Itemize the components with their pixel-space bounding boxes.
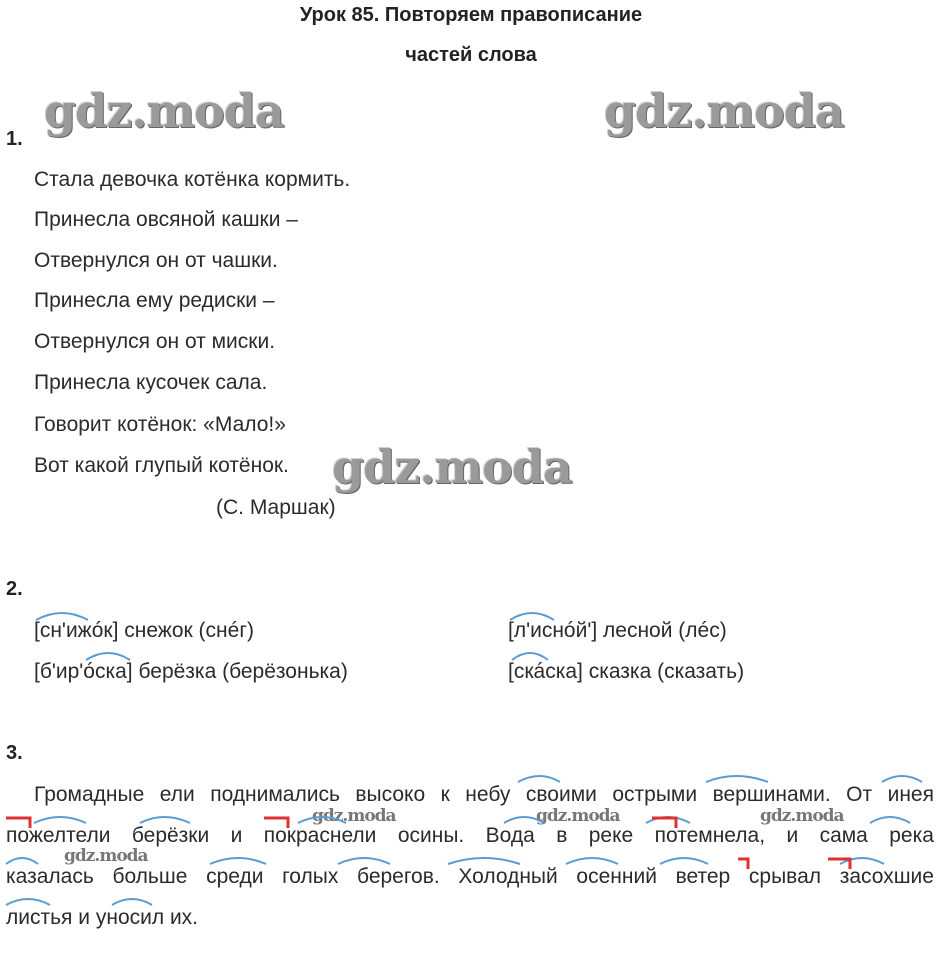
prefix-mark [738,859,748,869]
word: и [230,824,243,847]
word: и [786,824,799,847]
word: небу [465,783,511,806]
root-arc [510,613,554,620]
watermark-logo: gdz.moda [536,806,620,826]
root-arc [338,858,390,864]
prefix-mark [828,859,850,869]
word: сама [819,824,868,847]
word: уносил [95,906,165,929]
word: Громадные [34,783,145,806]
root-arc [6,899,50,905]
watermark-logo: gdz.moda [332,440,572,494]
root-arc [210,858,266,864]
word: к [440,783,450,806]
poem-line: Принесла кусочек сала. [34,371,268,394]
transcription-item: [сн'ижóк] снежок (снéг) [34,619,254,642]
root-arc [512,653,548,660]
lesson-subtitle: частей слова [405,44,537,66]
word: осенний [576,865,657,888]
transcription-item: [скáска] сказка (сказать) [508,660,745,683]
task-number-1: 1. [6,128,23,150]
root-arc [870,817,910,823]
word: голых [282,865,339,888]
word: вершинами. [712,783,831,806]
word: Холодный [458,865,558,888]
word: пожелтели [6,824,111,847]
word: высоко [355,783,426,806]
word: потемнела, [654,824,766,847]
root-arc [86,653,130,660]
prefix-mark [6,818,30,828]
word: листья [6,906,73,929]
watermark-logo: gdz.moda [64,846,148,866]
word: реке [588,824,634,847]
word: среди [206,865,264,888]
word: в [556,824,568,847]
word: больше [112,865,188,888]
word: река [889,824,934,847]
word: ели [159,783,195,806]
word: ветер [675,865,731,888]
poem-line: Принесла ему редиски – [34,289,275,312]
prefix-mark [652,818,676,828]
word: Вода [485,824,535,847]
poem-line: Принесла овсяной кашки – [34,208,298,231]
prefix-mark [264,818,288,828]
lesson-title: Урок 85. Повторяем правописание [299,4,643,26]
transcription-item: [б'ир'óска] берёзка (берёзонька) [34,660,348,683]
task-number-3: 3. [6,742,23,764]
root-arc [6,858,38,864]
root-arc [36,613,88,620]
word: и [78,906,90,929]
root-arc [566,858,618,864]
poem-line: Вот какой глупый котёнок. [34,454,289,477]
word: осины. [397,824,465,847]
root-arc [298,817,346,823]
root-arc [112,899,152,905]
word: покраснели [263,824,377,847]
task-number-2: 2. [6,578,23,600]
word: инея [887,783,934,806]
poem-line: Отвернулся он от чашки. [34,249,278,272]
poem-line: Отвернулся он от миски. [34,330,276,353]
word: От [846,783,873,806]
watermark-logo: gdz.moda [604,84,844,138]
root-arc [448,858,520,864]
poem-author: (С. Маршак) [216,496,336,519]
word: казалась [6,865,94,888]
word: острыми [612,783,698,806]
root-arc [140,817,190,823]
word: засохшие [839,865,934,888]
root-arc [518,776,560,782]
poem-line: Говорит котёнок: «Мало!» [34,413,286,436]
root-arc [504,817,544,823]
transcription-item: [л'иснóй'] лесной (лéс) [508,619,727,642]
watermark-logo: gdz.moda [312,806,396,826]
watermark-logo: gdz.moda [760,806,844,826]
root-arc [882,776,922,782]
word: их. [169,906,199,929]
root-arc [660,858,708,864]
root-arc [34,817,86,823]
watermark-logo: gdz.moda [44,84,284,138]
root-arc [706,776,768,782]
word: берегов. [357,865,440,888]
poem-line: Стала девочка котёнка кормить. [34,168,351,191]
word: берёзки [131,824,210,847]
word: поднимались [210,783,340,806]
word: срывал [748,865,822,888]
word: своими [525,783,597,806]
